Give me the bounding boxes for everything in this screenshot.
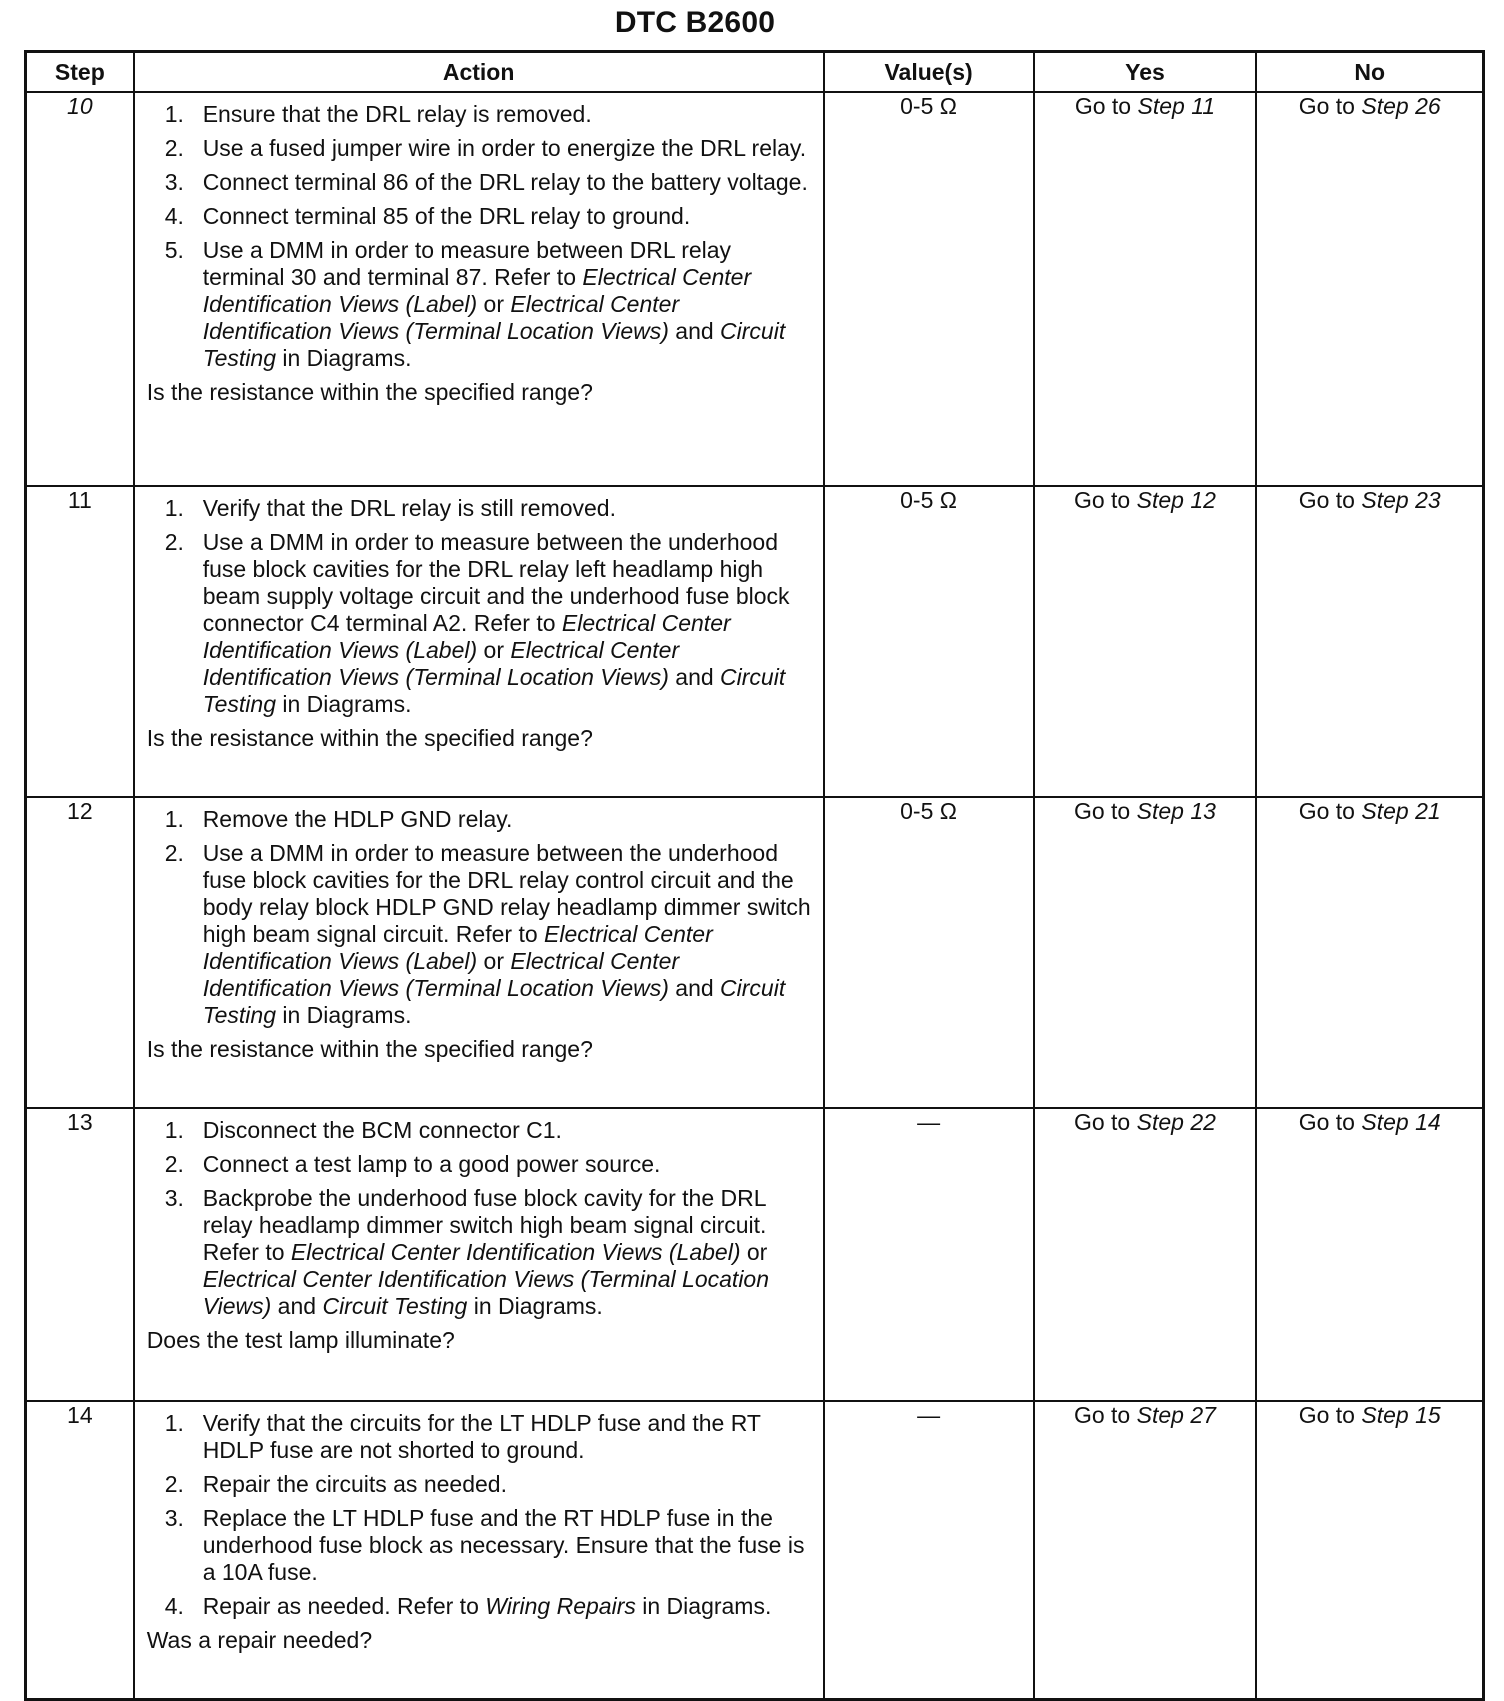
reference-link-text: Circuit Testing xyxy=(202,975,786,1028)
step-number: 13 xyxy=(26,1108,134,1401)
yes-cell xyxy=(1034,1401,1257,1699)
reference-link-text: Circuit Testing xyxy=(202,318,786,371)
action-text: Verify that the DRL relay is still removed. xyxy=(202,495,616,521)
action-question: Does the test lamp illuminate? xyxy=(146,1327,455,1353)
yes-step-reference: Step 22 xyxy=(1136,1109,1216,1135)
action-item xyxy=(147,1185,815,1320)
no-step-reference: Step 14 xyxy=(1361,1109,1441,1135)
diagnostic-table xyxy=(24,50,1485,1701)
action-cell xyxy=(134,1108,824,1401)
table-row xyxy=(26,797,1484,1108)
action-list xyxy=(147,495,815,718)
action-item xyxy=(147,1593,815,1620)
action-list xyxy=(147,806,815,1029)
action-cell xyxy=(134,486,824,797)
reference-link-text: Electrical Center Identification Views (Terminal Location Views) xyxy=(202,291,680,344)
reference-link-text: Electrical Center Identification Views (Label) xyxy=(202,921,713,974)
no-cell xyxy=(1256,1108,1483,1401)
yes-cell xyxy=(1034,486,1257,797)
value-cell: — xyxy=(824,1401,1034,1699)
step-number: 14 xyxy=(26,1401,134,1699)
action-item-number: 1. xyxy=(164,1410,184,1436)
action-item xyxy=(147,806,815,833)
action-text: Use a DMM in order to measure between DRL relay terminal 30 and terminal 87. Refer to xyxy=(202,237,732,290)
action-item xyxy=(147,1471,815,1498)
action-item xyxy=(147,529,815,718)
action-item-number: 5. xyxy=(164,237,184,263)
yes-step-reference: Step 11 xyxy=(1137,93,1216,119)
action-cell xyxy=(134,1401,824,1699)
header-no: No xyxy=(1256,52,1483,93)
action-text: Backprobe the underhood fuse block cavity for the DRL relay headlamp dimmer switch high beam signal circuit. Refer to xyxy=(202,1185,767,1265)
action-text: or xyxy=(740,1239,768,1265)
step-number: 10 xyxy=(26,92,134,486)
action-item-number: 2. xyxy=(164,135,184,161)
action-text: and xyxy=(668,975,721,1001)
action-text: Connect terminal 85 of the DRL relay to ground. xyxy=(202,203,691,229)
action-question: Was a repair needed? xyxy=(146,1627,373,1653)
yes-cell xyxy=(1034,1108,1257,1401)
table-row xyxy=(26,1108,1484,1401)
reference-link-text: Electrical Center Identification Views (Label) xyxy=(202,610,731,663)
header-step: Step xyxy=(26,52,134,93)
step-number: 11 xyxy=(26,486,134,797)
no-step-reference: Step 15 xyxy=(1361,1402,1441,1428)
action-item xyxy=(147,1117,815,1144)
table-row xyxy=(26,486,1484,797)
action-item-number: 3. xyxy=(164,1505,184,1531)
reference-link-text: Electrical Center Identification Views (Label) xyxy=(290,1239,741,1265)
table-header xyxy=(26,52,1484,93)
value-cell: 0-5 Ω xyxy=(824,486,1034,797)
action-text: Verify that the circuits for the LT HDLP fuse and the RT HDLP fuse are not shorted to ground. xyxy=(202,1410,761,1463)
no-step-reference: Step 26 xyxy=(1361,93,1441,119)
reference-link-text: Circuit Testing xyxy=(202,664,786,717)
no-cell xyxy=(1256,1401,1483,1699)
action-text: and xyxy=(668,318,721,344)
action-question: Is the resistance within the specified range? xyxy=(146,725,593,751)
action-item-number: 2. xyxy=(164,529,184,555)
action-item xyxy=(147,135,815,162)
action-item-number: 2. xyxy=(164,840,184,866)
action-item-number: 1. xyxy=(164,495,184,521)
table-row xyxy=(26,92,1484,486)
action-item-number: 2. xyxy=(164,1151,184,1177)
action-text: Connect a test lamp to a good power source. xyxy=(202,1151,661,1177)
no-cell xyxy=(1256,486,1483,797)
no-cell xyxy=(1256,797,1483,1108)
action-item xyxy=(147,169,815,196)
reference-link-text: Circuit Testing xyxy=(322,1293,468,1319)
yes-cell xyxy=(1034,797,1257,1108)
action-text: Ensure that the DRL relay is removed. xyxy=(202,101,592,127)
action-item-number: 2. xyxy=(164,1471,184,1497)
header-values: Value(s) xyxy=(824,52,1034,93)
action-text: Disconnect the BCM connector C1. xyxy=(202,1117,562,1143)
value-cell: — xyxy=(824,1108,1034,1401)
action-question: Is the resistance within the specified range? xyxy=(146,379,593,405)
action-item-number: 4. xyxy=(164,1593,184,1619)
reference-link-text: Electrical Center Identification Views (Terminal Location Views) xyxy=(202,637,680,690)
action-item xyxy=(147,840,815,1029)
action-text: in Diagrams. xyxy=(635,1593,772,1619)
action-text: in Diagrams. xyxy=(467,1293,603,1319)
action-text: and xyxy=(271,1293,323,1319)
action-item-number: 1. xyxy=(164,806,184,832)
reference-link-text: Wiring Repairs xyxy=(485,1593,636,1619)
action-text: in Diagrams. xyxy=(276,691,412,717)
header-yes: Yes xyxy=(1034,52,1257,93)
action-list xyxy=(147,1117,815,1320)
no-go-to-text: Go to xyxy=(1298,798,1362,824)
reference-link-text: Electrical Center Identification Views (Terminal Location Views) xyxy=(202,948,680,1001)
action-list xyxy=(147,101,815,372)
action-cell xyxy=(134,92,824,486)
action-text: Use a DMM in order to measure between the underhood fuse block cavities for the DRL relay left headlamp high beam supply voltage circuit and the underhood fuse block connector C4 terminal A2. Refer to xyxy=(202,529,790,636)
action-question: Is the resistance within the specified range? xyxy=(146,1036,593,1062)
action-text: Repair the circuits as needed. xyxy=(202,1471,507,1497)
no-go-to-text: Go to xyxy=(1298,487,1362,513)
action-text: Connect terminal 86 of the DRL relay to the battery voltage. xyxy=(202,169,808,195)
action-text: Use a fused jumper wire in order to energize the DRL relay. xyxy=(202,135,807,161)
no-go-to-text: Go to xyxy=(1298,1402,1362,1428)
yes-go-to-text: Go to xyxy=(1074,93,1138,119)
action-item-number: 1. xyxy=(164,1117,184,1143)
action-text: or xyxy=(477,291,511,317)
action-item xyxy=(147,1151,815,1178)
action-item xyxy=(147,203,815,230)
action-item-number: 3. xyxy=(164,169,184,195)
action-text: in Diagrams. xyxy=(276,1002,412,1028)
action-item xyxy=(147,101,815,128)
action-list xyxy=(147,1410,815,1620)
yes-go-to-text: Go to xyxy=(1073,798,1137,824)
no-cell xyxy=(1256,92,1483,486)
yes-go-to-text: Go to xyxy=(1073,487,1137,513)
action-text: Use a DMM in order to measure between the underhood fuse block cavities for the DRL relay control circuit and the body relay block HDLP GND relay headlamp dimmer switch high beam signal circuit. Refer to xyxy=(202,840,811,947)
action-item-number: 3. xyxy=(164,1185,184,1211)
header-action: Action xyxy=(134,52,824,93)
step-number: 12 xyxy=(26,797,134,1108)
action-item xyxy=(147,237,815,372)
action-text: and xyxy=(668,664,721,690)
action-cell xyxy=(134,797,824,1108)
table-row xyxy=(26,1401,1484,1699)
action-item xyxy=(147,495,815,522)
yes-go-to-text: Go to xyxy=(1073,1109,1137,1135)
action-item xyxy=(147,1410,815,1464)
yes-cell xyxy=(1034,92,1257,486)
action-text: Replace the LT HDLP fuse and the RT HDLP fuse in the underhood fuse block as necessary. Ensure that the fuse is a 10A fuse. xyxy=(202,1505,805,1585)
no-step-reference: Step 21 xyxy=(1361,798,1441,824)
reference-link-text: Electrical Center Identification Views (Terminal Location Views) xyxy=(202,1266,770,1319)
action-text: or xyxy=(477,948,511,974)
value-cell: 0-5 Ω xyxy=(824,92,1034,486)
no-go-to-text: Go to xyxy=(1298,1109,1362,1135)
action-text: or xyxy=(477,637,511,663)
document-title: DTC B2600 xyxy=(614,6,776,39)
no-go-to-text: Go to xyxy=(1298,93,1362,119)
action-text: Remove the HDLP GND relay. xyxy=(202,806,513,832)
action-item-number: 4. xyxy=(164,203,184,229)
action-item-number: 1. xyxy=(164,101,184,127)
value-cell: 0-5 Ω xyxy=(824,797,1034,1108)
yes-go-to-text: Go to xyxy=(1073,1402,1137,1428)
action-item xyxy=(147,1505,815,1586)
action-text: in Diagrams. xyxy=(276,345,412,371)
yes-step-reference: Step 12 xyxy=(1136,487,1216,513)
action-text: Repair as needed. Refer to xyxy=(202,1593,486,1619)
yes-step-reference: Step 27 xyxy=(1136,1402,1216,1428)
no-step-reference: Step 23 xyxy=(1361,487,1441,513)
yes-step-reference: Step 13 xyxy=(1136,798,1216,824)
table-body xyxy=(26,92,1484,1699)
reference-link-text: Electrical Center Identification Views (Label) xyxy=(202,264,752,317)
